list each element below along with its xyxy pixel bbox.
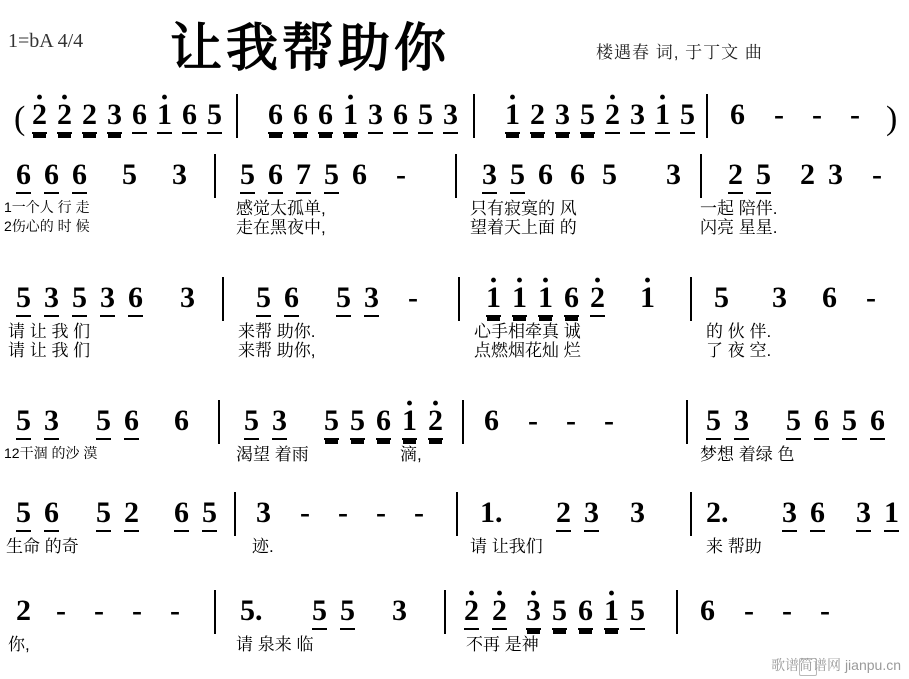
note: 2 xyxy=(728,160,743,194)
phrase-paren: ( xyxy=(14,100,26,137)
note: 5 xyxy=(96,406,111,440)
barline xyxy=(214,590,216,634)
sustain-dash: - xyxy=(408,281,418,314)
note: 6 xyxy=(730,98,745,131)
note: · 1 xyxy=(486,283,501,317)
note: · 1 xyxy=(402,406,417,440)
note: · 1 xyxy=(157,100,172,134)
note: 3 xyxy=(368,100,383,134)
note: 6 xyxy=(393,100,408,134)
sustain-dash: - xyxy=(872,158,882,191)
note: · 1 xyxy=(655,100,670,134)
note: 5 xyxy=(96,498,111,532)
note: · 2 xyxy=(32,100,47,134)
barline xyxy=(214,154,216,198)
note: 3 xyxy=(443,100,458,134)
note: 3 xyxy=(584,498,599,532)
sustain-dash: - xyxy=(820,594,830,627)
lyric-text: 梦想 着绿 色 xyxy=(700,445,795,464)
note: 6 xyxy=(174,404,189,437)
lyric-text: 12干涸 的沙 漠 xyxy=(4,445,98,461)
sustain-dash: - xyxy=(744,594,754,627)
sustain-dash: - xyxy=(56,594,66,627)
note: 6 xyxy=(484,404,499,437)
barline xyxy=(444,590,446,634)
note: 6 xyxy=(132,100,147,134)
note: 3 xyxy=(734,406,749,440)
lyric-text: 2伤心的 时 候 xyxy=(4,218,90,234)
sustain-dash: - xyxy=(528,404,538,437)
note: 3 xyxy=(272,406,287,440)
sustain-dash: - xyxy=(94,594,104,627)
note: 3 xyxy=(856,498,871,532)
note: 6 xyxy=(293,100,308,134)
note: 6 xyxy=(182,100,197,134)
note: 3 xyxy=(555,100,570,134)
barline xyxy=(456,492,458,536)
notation-row xyxy=(0,275,909,321)
barline xyxy=(676,590,678,634)
note: 2 xyxy=(82,100,97,134)
note: 5 xyxy=(630,596,645,630)
note: 5 xyxy=(324,160,339,194)
lyric-text: 滴, xyxy=(400,445,422,464)
sustain-dash: - xyxy=(774,98,784,131)
phrase-paren: ) xyxy=(886,100,898,137)
note: 3 xyxy=(180,281,195,314)
note: 5 xyxy=(256,283,271,317)
music-system xyxy=(0,490,909,560)
note: 5 xyxy=(418,100,433,134)
credits: 楼遇春 词, 于丁文 曲 xyxy=(596,43,763,62)
note: 3 xyxy=(666,158,681,191)
note: 6 xyxy=(376,406,391,440)
note: 6 xyxy=(72,160,87,194)
sustain-dash: - xyxy=(812,98,822,131)
note: 6 xyxy=(318,100,333,134)
lyrics-row xyxy=(0,536,909,560)
barline xyxy=(218,400,220,444)
sustain-dash: - xyxy=(782,594,792,627)
note: 5 xyxy=(552,596,567,630)
note: 3 xyxy=(392,594,407,627)
note: 3 xyxy=(782,498,797,532)
note: 6 xyxy=(578,596,593,630)
lyric-text: 感觉太孤单, xyxy=(236,199,326,218)
note: 3 xyxy=(44,283,59,317)
note: 3 xyxy=(107,100,122,134)
note: · 2 xyxy=(605,100,620,134)
note: · 1 xyxy=(604,596,619,630)
note: 3 xyxy=(364,283,379,317)
note: 6 xyxy=(16,160,31,194)
note: 5 xyxy=(122,158,137,191)
watermark: 歌谱简谱网 jianpu.cn xyxy=(771,657,901,673)
sustain-dash: - xyxy=(376,496,386,529)
barline xyxy=(236,94,238,138)
barline xyxy=(458,277,460,321)
note: · 2 xyxy=(57,100,72,134)
lyric-text: 渴望 着雨 xyxy=(236,445,309,464)
note: 5 xyxy=(324,406,339,440)
note: 5 xyxy=(510,160,525,194)
note: · 2 xyxy=(590,283,605,317)
note: 6 xyxy=(124,406,139,440)
note: 6 xyxy=(128,283,143,317)
note: 3 xyxy=(100,283,115,317)
sustain-dash: - xyxy=(566,404,576,437)
note: 3 xyxy=(482,160,497,194)
page-title: 让我帮助你 xyxy=(170,21,451,78)
lyric-text: 请 让 我 们 xyxy=(8,322,91,341)
music-system xyxy=(0,92,909,138)
lyric-text: 了 夜 空. xyxy=(706,341,772,360)
sustain-dash: - xyxy=(170,594,180,627)
lyric-text: 来帮 助你. xyxy=(238,322,316,341)
barline xyxy=(455,154,457,198)
notation-row xyxy=(0,92,909,138)
lyric-text: 只有寂寞的 风 xyxy=(470,199,577,218)
note: 5 xyxy=(336,283,351,317)
note: 2 xyxy=(800,158,815,191)
note: 1 xyxy=(884,498,899,532)
note: 3 xyxy=(630,496,645,529)
note: 5 xyxy=(312,596,327,630)
note: 5 xyxy=(16,498,31,532)
note: 5 xyxy=(340,596,355,630)
lyric-text: 请 泉来 临 xyxy=(236,635,314,654)
barline xyxy=(462,400,464,444)
note: 3 xyxy=(828,158,843,191)
lyric-text: 心手相牵真 诚 xyxy=(474,322,581,341)
sustain-dash: - xyxy=(132,594,142,627)
lyric-text: 1一个人 行 走 xyxy=(4,199,90,215)
note: 6 xyxy=(570,158,585,191)
note: · 2 xyxy=(428,406,443,440)
barline xyxy=(222,277,224,321)
lyric-text: 点燃烟花灿 烂 xyxy=(474,341,581,360)
note: 6 xyxy=(44,498,59,532)
lyric-text: 迹. xyxy=(252,537,274,556)
note: 2 xyxy=(16,594,31,627)
note: 6 xyxy=(352,158,367,191)
barline xyxy=(706,94,708,138)
lyric-text: 你, xyxy=(8,635,30,654)
note: 6 xyxy=(870,406,885,440)
note: 3 xyxy=(630,100,645,134)
note: 5. xyxy=(240,594,263,627)
note: 5 xyxy=(16,283,31,317)
lyric-text: 请 让我们 xyxy=(470,537,543,556)
note: 6 xyxy=(822,281,837,314)
sustain-dash: - xyxy=(604,404,614,437)
note: 6 xyxy=(268,100,283,134)
lyric-text: 闪亮 星星. xyxy=(700,218,778,237)
note: 6 xyxy=(174,498,189,532)
lyric-text: 请 让 我 们 xyxy=(8,341,91,360)
barline xyxy=(234,492,236,536)
lyric-text: 不再 是神 xyxy=(466,635,539,654)
note: 6 xyxy=(814,406,829,440)
note: 5 xyxy=(207,100,222,134)
lyric-text: 望着天上面 的 xyxy=(470,218,577,237)
note: 6 xyxy=(538,158,553,191)
sustain-dash: - xyxy=(396,158,406,191)
note: · 3 xyxy=(526,596,541,630)
lyric-text: 生命 的奇 xyxy=(6,537,79,556)
note: 1. xyxy=(480,496,503,529)
barline xyxy=(690,277,692,321)
sustain-dash: - xyxy=(338,496,348,529)
barline xyxy=(473,94,475,138)
sustain-dash: - xyxy=(850,98,860,131)
sustain-dash: - xyxy=(866,281,876,314)
note: 6 xyxy=(268,160,283,194)
note: · 1 xyxy=(505,100,520,134)
note: 3 xyxy=(772,281,787,314)
music-system xyxy=(0,398,909,468)
music-system xyxy=(0,152,909,237)
note: 5 xyxy=(350,406,365,440)
note: · 1 xyxy=(512,283,527,317)
note: 5 xyxy=(16,406,31,440)
notation-row xyxy=(0,588,909,634)
note: 5 xyxy=(680,100,695,134)
barline xyxy=(690,492,692,536)
note: 3 xyxy=(172,158,187,191)
note: 5 xyxy=(714,281,729,314)
note: 5 xyxy=(244,406,259,440)
note: · 2 xyxy=(492,596,507,630)
note: · 1 xyxy=(538,283,553,317)
lyric-text: 的 伙 伴. xyxy=(706,322,772,341)
time-signature: 1=bA 4/4 xyxy=(8,30,84,52)
lyric-text: 来 帮助 xyxy=(706,537,762,556)
note: 5 xyxy=(706,406,721,440)
lyrics-row xyxy=(0,198,909,237)
notation-row xyxy=(0,152,909,198)
sustain-dash: - xyxy=(300,496,310,529)
note: 3 xyxy=(44,406,59,440)
note: 6 xyxy=(44,160,59,194)
note: 2 xyxy=(556,498,571,532)
note: 5 xyxy=(756,160,771,194)
note: 2. xyxy=(706,496,729,529)
lyric-text: 走在黑夜中, xyxy=(236,218,326,237)
note: 2 xyxy=(530,100,545,134)
note: · 1 xyxy=(343,100,358,134)
lyric-text: 一起 陪伴. xyxy=(700,199,778,218)
note: 7 xyxy=(296,160,311,194)
note: 3 xyxy=(256,496,271,529)
note: 5 xyxy=(602,158,617,191)
notation-row xyxy=(0,398,909,444)
note: 5 xyxy=(580,100,595,134)
note: · 1 xyxy=(640,283,655,313)
note: 5 xyxy=(786,406,801,440)
note: 5 xyxy=(72,283,87,317)
lyrics-row xyxy=(0,444,909,468)
note: 5 xyxy=(842,406,857,440)
barline xyxy=(700,154,702,198)
lyric-text: 来帮 助你, xyxy=(238,341,316,360)
notation-row xyxy=(0,490,909,536)
note: 5 xyxy=(202,498,217,532)
lyrics-row xyxy=(0,321,909,360)
note: 6 xyxy=(810,498,825,532)
note: 6 xyxy=(700,594,715,627)
note: 2 xyxy=(124,498,139,532)
note: 6 xyxy=(284,283,299,317)
music-system xyxy=(0,275,909,360)
sustain-dash: - xyxy=(414,496,424,529)
note: 6 xyxy=(564,283,579,317)
music-system xyxy=(0,588,909,658)
note: 5 xyxy=(240,160,255,194)
note: · 2 xyxy=(464,596,479,630)
barline xyxy=(686,400,688,444)
